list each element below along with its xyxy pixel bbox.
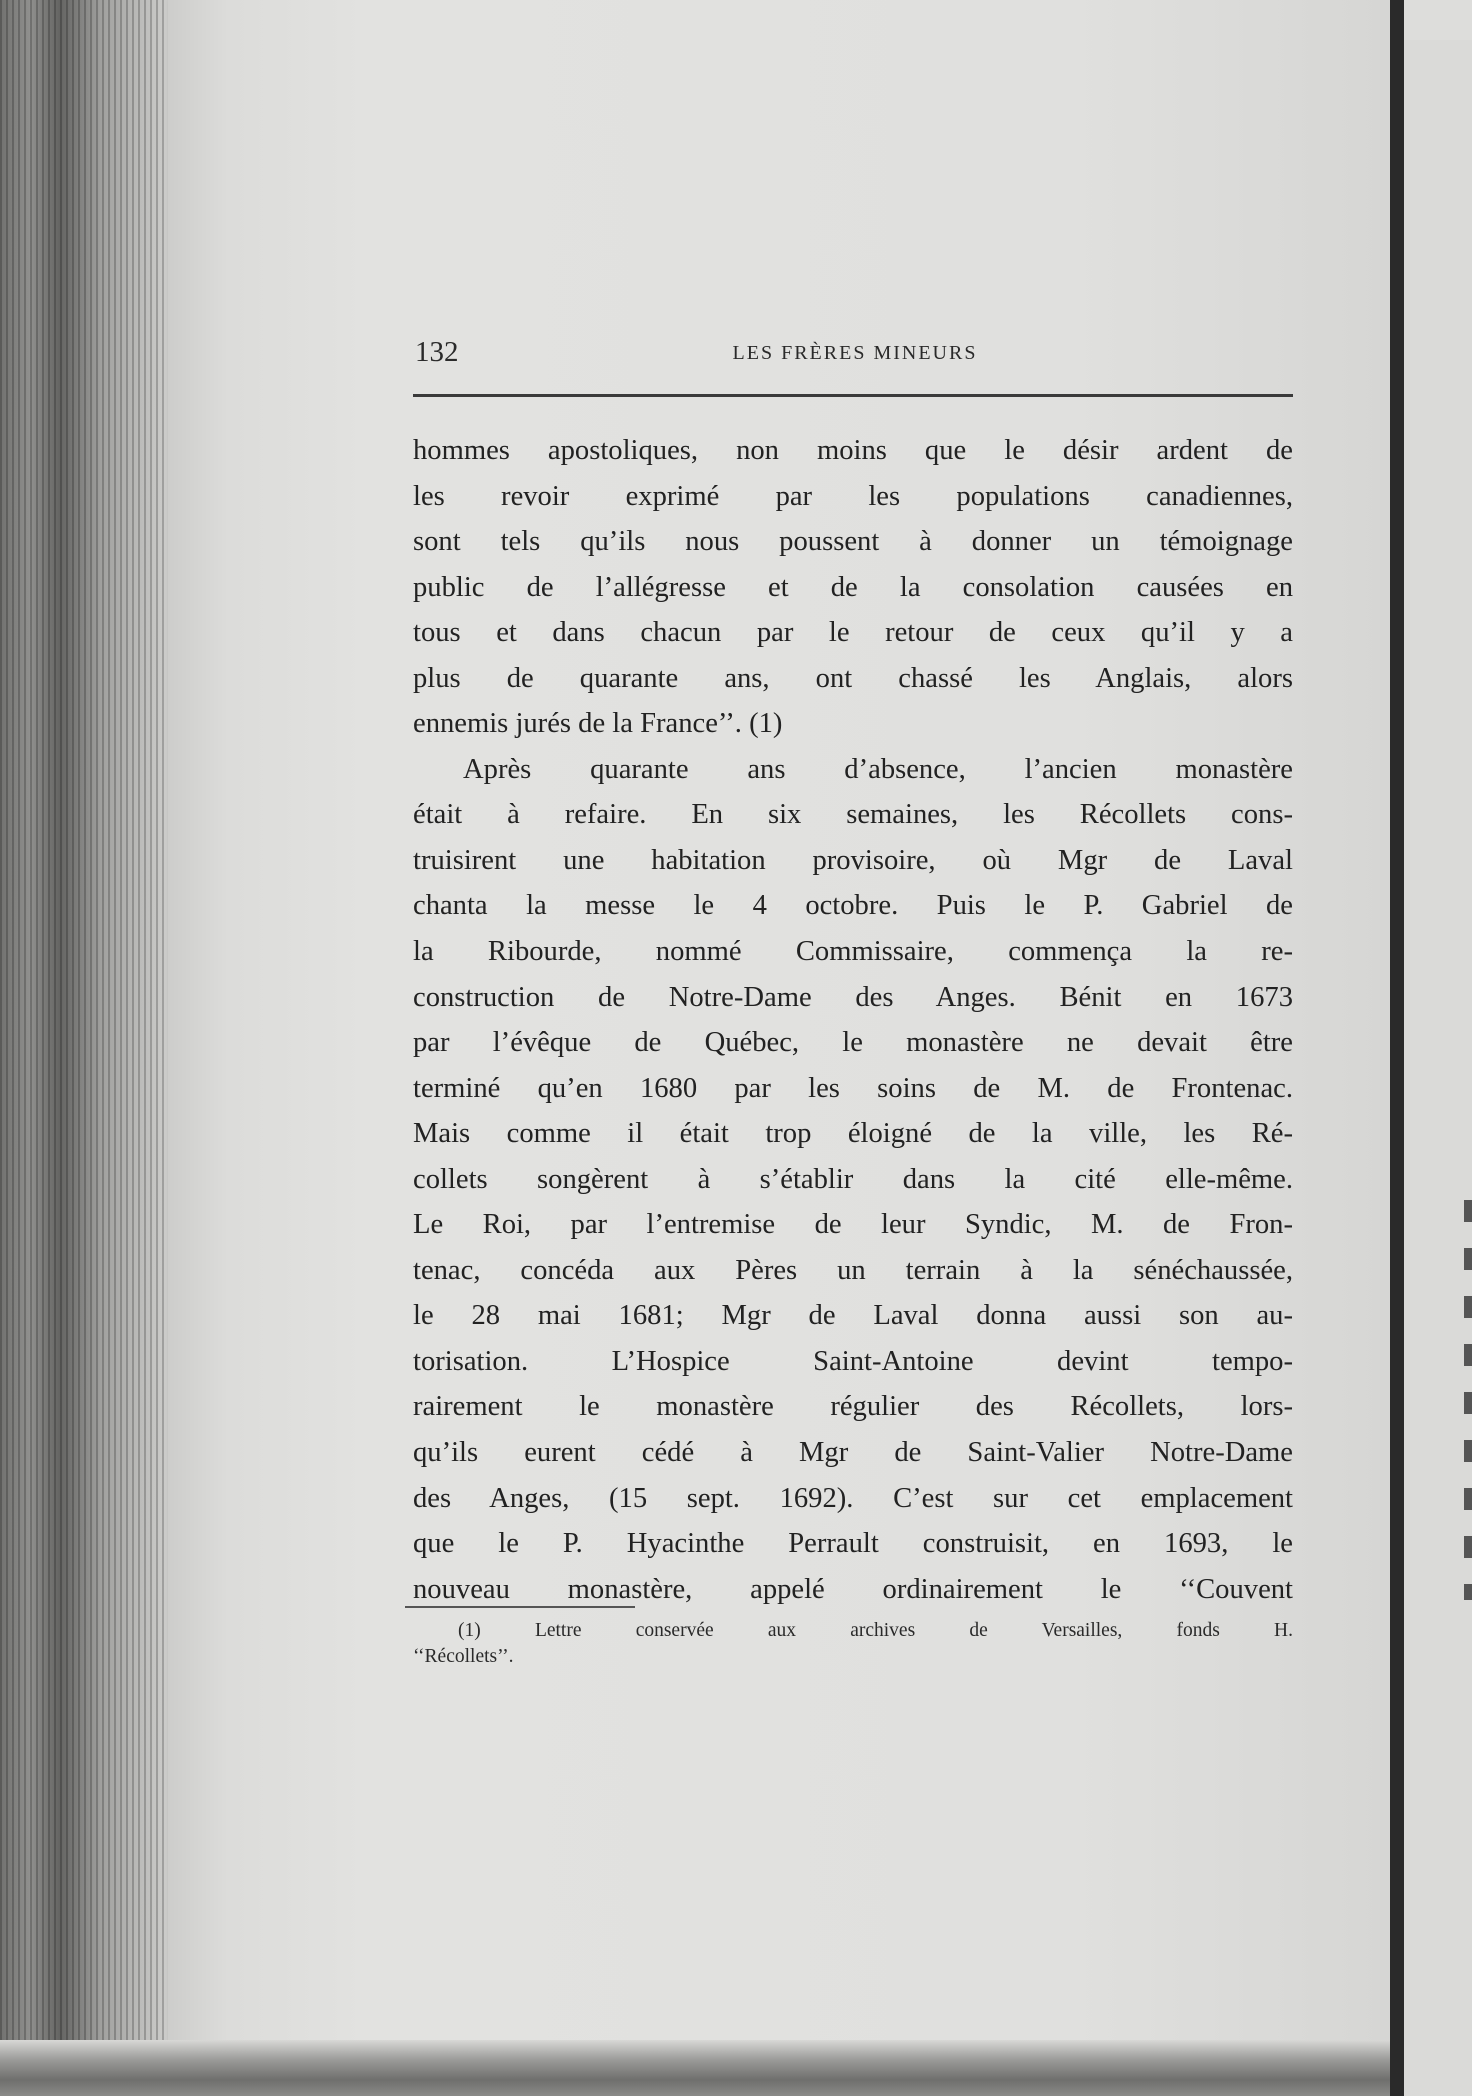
text-line: par l’évêque de Québec, le monastère ne devait être (413, 1027, 1293, 1059)
text-line: les revoir exprimé par les populations canadiennes, (413, 480, 1293, 512)
footnote-line: (1) Lettre conservée aux archives de Versailles, fonds H. (458, 1620, 1293, 1641)
running-head (415, 336, 1295, 376)
text-line: des Anges, (15 sept. 1692). C’est sur cet emplacement (413, 1482, 1293, 1514)
text-line: sont tels qu’ils nous poussent à donner un témoignage (413, 526, 1293, 558)
text-line: que le P. Hyacinthe Perrault construisit, en 1693, le (413, 1528, 1293, 1560)
text-line: tous et dans chacun par le retour de ceux qu’il y a (413, 617, 1293, 649)
text-line: terminé qu’en 1680 par les soins de M. de Frontenac. (413, 1072, 1293, 1104)
text-line: rairement le monastère régulier des Récollets, lors- (413, 1391, 1293, 1423)
text-line: Après quarante ans d’absence, l’ancien monastère (463, 753, 1293, 785)
text-line: qu’ils eurent cédé à Mgr de Saint-Valier Notre-Dame (413, 1437, 1293, 1469)
footnote (413, 1618, 1293, 1670)
page-edges (0, 0, 175, 2096)
text-line: collets songèrent à s’établir dans la cité elle-même. (413, 1163, 1293, 1195)
facing-page-text-fragments (1464, 1200, 1472, 1600)
body-text (413, 428, 1293, 1612)
header-rule (413, 394, 1293, 397)
text-line: plus de quarante ans, ont chassé les Anglais, alors (413, 662, 1293, 694)
text-line: torisation. L’Hospice Saint-Antoine devint tempo- (413, 1345, 1293, 1377)
text-line: était à refaire. En six semaines, les Récollets cons- (413, 799, 1293, 831)
text-line: ennemis jurés de la France’’. (1) (413, 708, 783, 740)
text-line: truisirent une habitation provisoire, où Mgr de Laval (413, 844, 1293, 876)
book-gutter (1390, 0, 1404, 2096)
text-line: construction de Notre-Dame des Anges. Bénit en 1673 (413, 981, 1293, 1013)
text-line: nouveau monastère, appelé ordinairement le ‘‘Couvent (413, 1573, 1293, 1605)
facing-page-edge (1404, 40, 1472, 2096)
text-line: hommes apostoliques, non moins que le désir ardent de (413, 435, 1293, 466)
text-line: public de l’allégresse et de la consolation causées en (413, 571, 1293, 603)
text-line: tenac, concéda aux Pères un terrain à la sénéchaussée, (413, 1254, 1293, 1286)
footnote-line: ‘‘Récollets’’. (413, 1646, 514, 1667)
page-bottom-edge (0, 2040, 1400, 2096)
text-line: Le Roi, par l’entremise de leur Syndic, M. de Fron- (413, 1209, 1293, 1241)
text-line: Mais comme il était trop éloigné de la ville, les Ré- (413, 1118, 1293, 1150)
page-number: 132 (415, 336, 459, 368)
footnote-rule (405, 1606, 635, 1608)
text-line: le 28 mai 1681; Mgr de Laval donna aussi son au- (413, 1300, 1293, 1332)
text-line: la Ribourde, nommé Commissaire, commença la re- (413, 936, 1293, 968)
running-title: LES FRÈRES MINEURS (732, 342, 978, 364)
text-line: chanta la messe le 4 octobre. Puis le P. Gabriel de (413, 890, 1293, 922)
